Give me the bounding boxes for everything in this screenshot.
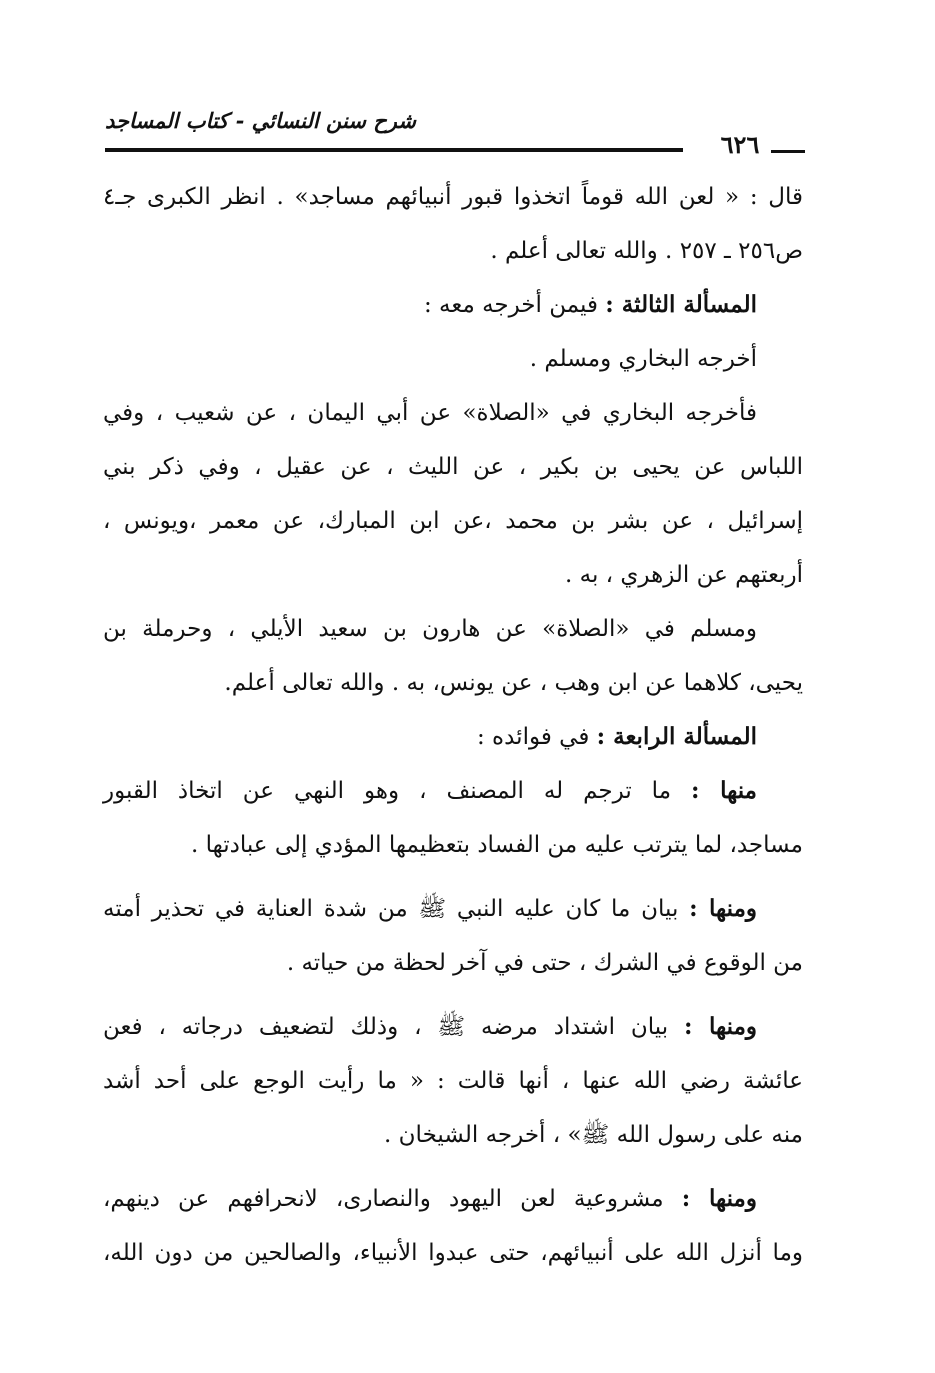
section-heading: المسألة الرابعة :	[596, 723, 757, 750]
page-body	[103, 170, 803, 1280]
section-heading-text: فيمن أخرجه معه :	[423, 292, 598, 318]
text-line: ومسلم في «الصلاة» عن هارون بن سعيد الأيلي ، وحرملة بن	[103, 616, 757, 642]
text-line: أخرجه البخاري ومسلم .	[529, 346, 757, 372]
benefit-line	[103, 764, 803, 818]
page-number: ٦٢٦	[720, 130, 760, 159]
text-line: اللباس عن يحيى بن بكير ، عن الليث ، عن عقيل ، وفي ذكر بني	[103, 454, 803, 480]
section-heading: المسألة الثالثة :	[605, 291, 757, 318]
text-line: عائشة رضي الله عنها ، أنها قالت : « ما رأيت الوجع على أحد أشد	[103, 1068, 803, 1094]
text-line: من الوقوع في الشرك ، حتى في آخر لحظة من حياته .	[286, 950, 803, 976]
text-line: يحيى، كلاهما عن ابن وهب ، عن يونس، به . والله تعالى أعلم.	[224, 670, 803, 696]
page-header	[105, 108, 805, 159]
benefit-text: ما ترجم له المصنف ، وهو النهي عن اتخاذ القبور	[103, 778, 672, 804]
section-heading-line	[103, 710, 803, 764]
text-line: فأخرجه البخاري في «الصلاة» عن أبي اليمان ، عن شعيب ، وفي	[103, 400, 757, 426]
benefit-line	[103, 882, 803, 936]
text-line: منه على رسول الله ﷺ» ، أخرجه الشيخان .	[384, 1122, 803, 1148]
benefit-text: بيان اشتداد مرضه ﷺ ، وذلك لتضعيف درجاته ، فعن	[103, 1014, 669, 1040]
page-number-rule	[771, 150, 805, 153]
benefit-label: ومنها :	[689, 895, 757, 922]
text-line: قال : « لعن الله قوماً اتخذوا قبور أنبيائهم مساجد» . انظر الكبرى جـ٤	[103, 184, 803, 210]
text-line: إسرائيل ، عن بشر بن محمد ،عن ابن المبارك، عن معمر ،ويونس ،	[103, 508, 803, 534]
running-title: شرح سنن النسائي - كتاب المساجد	[105, 108, 416, 133]
section-heading-line	[103, 278, 803, 332]
benefit-label: منها :	[690, 777, 757, 804]
benefit-line	[103, 1000, 803, 1054]
benefit-line	[103, 1172, 803, 1226]
text-line: وما أنزل الله على أنبيائهم، حتى عبدوا الأنبياء، والصالحين من دون الله،	[103, 1240, 803, 1266]
text-line: أربعتهم عن الزهري ، به .	[564, 562, 803, 588]
benefit-text: بيان ما كان عليه النبي ﷺ من شدة العناية في تحذير أمته	[103, 896, 679, 922]
benefit-label: ومنها :	[681, 1185, 757, 1212]
header-rule	[105, 148, 683, 152]
text-line: ص٢٥٦ ـ ٢٥٧ . والله تعالى أعلم .	[490, 238, 803, 264]
benefit-text: مشروعية لعن اليهود والنصارى، لانحرافهم عن دينهم،	[103, 1186, 664, 1212]
benefit-label: ومنها :	[683, 1013, 758, 1040]
text-line: مساجد، لما يترتب عليه من الفساد بتعظيمها المؤدي إلى عبادتها .	[190, 832, 803, 858]
section-heading-text: في فوائده :	[476, 724, 590, 750]
